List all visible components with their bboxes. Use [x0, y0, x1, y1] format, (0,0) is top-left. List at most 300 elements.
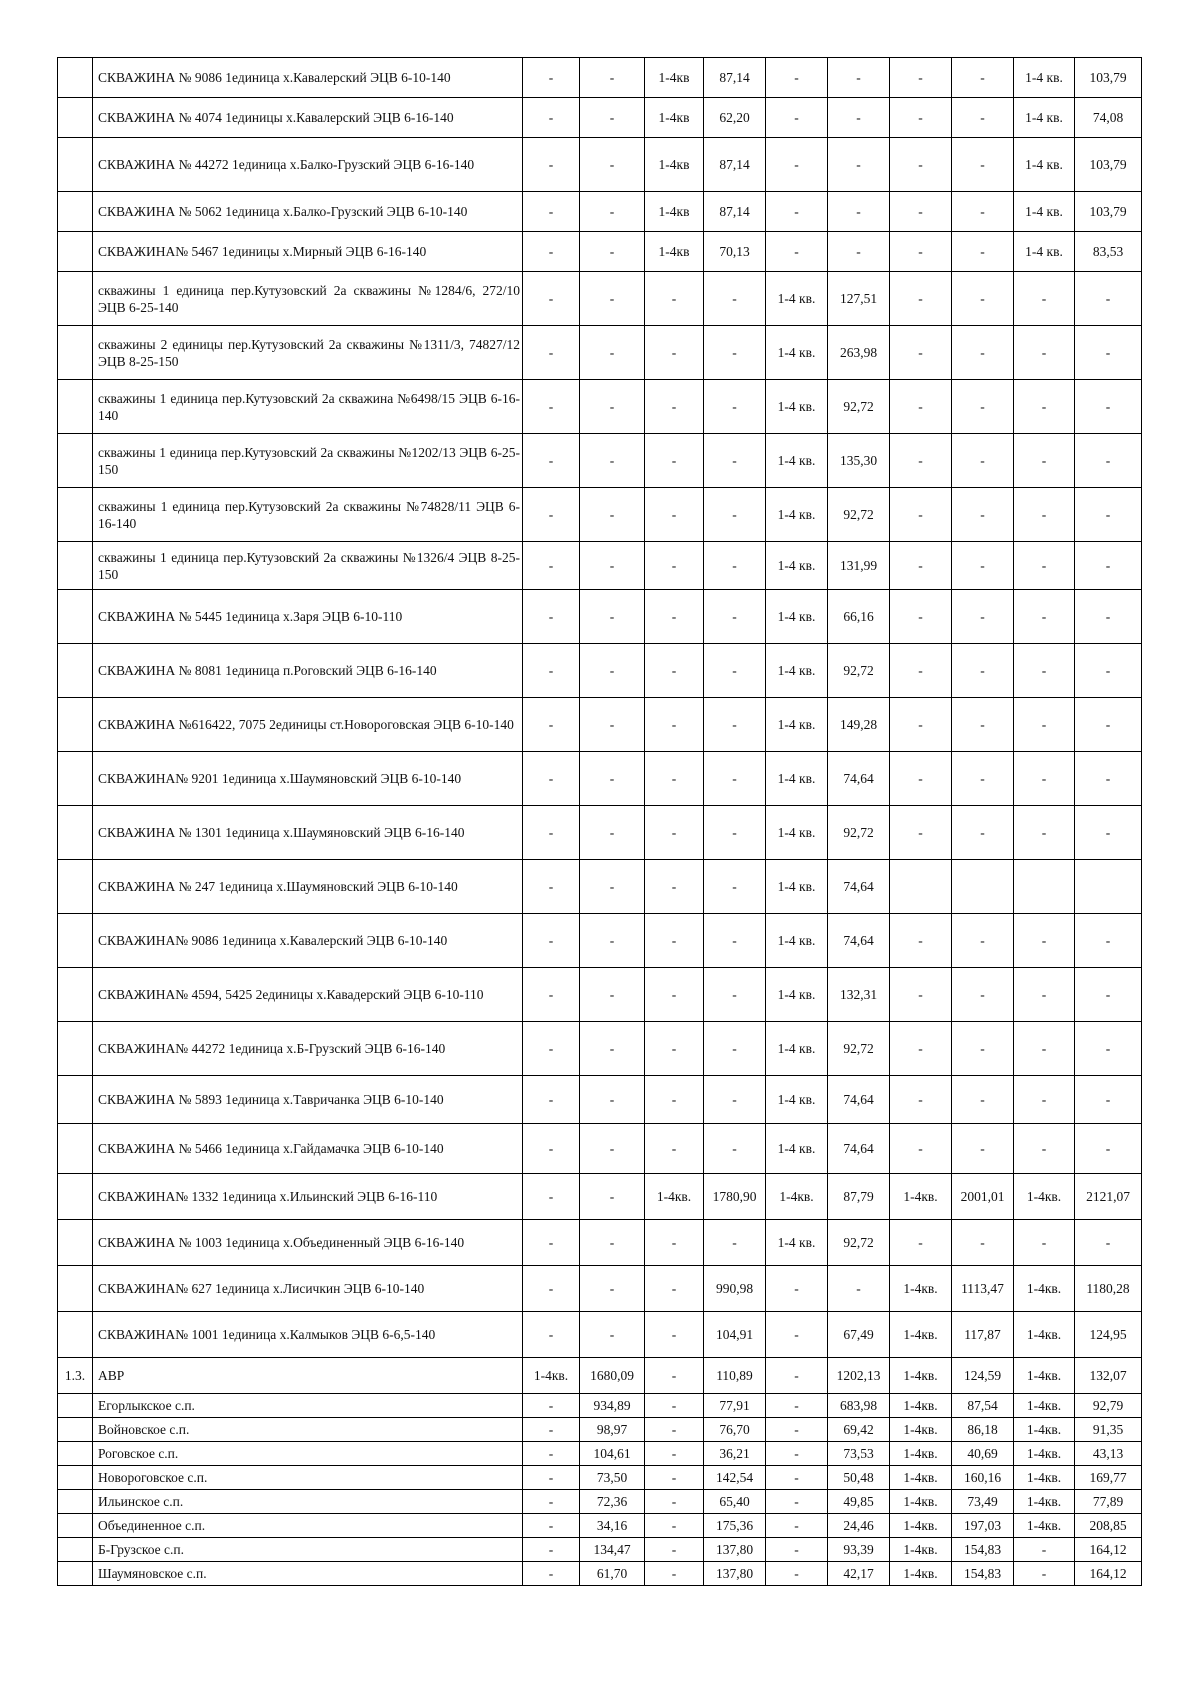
- value-cell-9: 1-4 кв.: [1014, 58, 1075, 98]
- value-cell-5: -: [766, 1562, 828, 1586]
- value-cell-7: -: [890, 1220, 952, 1266]
- row-number-cell: [58, 1562, 93, 1586]
- row-number-cell: [58, 1220, 93, 1266]
- value-cell-5: -: [766, 98, 828, 138]
- item-name-cell: СКВАЖИНА№ 4594, 5425 2единицы х.Кавадерский ЭЦВ 6-10-110: [93, 968, 523, 1022]
- value-cell-3: 1-4кв: [645, 232, 704, 272]
- value-cell-7: 1-4кв.: [890, 1490, 952, 1514]
- value-cell-4: 990,98: [704, 1266, 766, 1312]
- item-name-cell: скважины 1 единица пер.Кутузовский 2а скважина №6498/15 ЭЦВ 6-16-140: [93, 380, 523, 434]
- value-cell-2: -: [580, 380, 645, 434]
- value-cell-8: -: [952, 542, 1014, 590]
- value-cell-5: 1-4 кв.: [766, 1124, 828, 1174]
- value-cell-3: 1-4кв: [645, 138, 704, 192]
- item-name-cell: СКВАЖИНА № 8081 1единица п.Роговский ЭЦВ 6-16-140: [93, 644, 523, 698]
- value-cell-5: -: [766, 1312, 828, 1358]
- value-cell-10: -: [1075, 914, 1142, 968]
- value-cell-8: -: [952, 698, 1014, 752]
- value-cell-8: 160,16: [952, 1466, 1014, 1490]
- value-cell-3: -: [645, 1418, 704, 1442]
- table-row: [58, 1358, 1142, 1394]
- row-number-cell: [58, 1466, 93, 1490]
- table-row: [58, 1076, 1142, 1124]
- value-cell-9: -: [1014, 806, 1075, 860]
- value-cell-7: 1-4кв.: [890, 1562, 952, 1586]
- value-cell-5: -: [766, 1442, 828, 1466]
- value-cell-4: 142,54: [704, 1466, 766, 1490]
- value-cell-8: -: [952, 914, 1014, 968]
- value-cell-4: 87,14: [704, 58, 766, 98]
- value-cell-9: -: [1014, 752, 1075, 806]
- value-cell-9: -: [1014, 272, 1075, 326]
- value-cell-6: 74,64: [828, 860, 890, 914]
- value-cell-9: -: [1014, 1562, 1075, 1586]
- value-cell-5: 1-4 кв.: [766, 380, 828, 434]
- item-name-cell: АВР: [93, 1358, 523, 1394]
- value-cell-10: 164,12: [1075, 1562, 1142, 1586]
- value-cell-8: -: [952, 380, 1014, 434]
- value-cell-5: -: [766, 1358, 828, 1394]
- value-cell-4: -: [704, 434, 766, 488]
- value-cell-1: -: [523, 434, 580, 488]
- value-cell-4: 65,40: [704, 1490, 766, 1514]
- row-number-cell: [58, 488, 93, 542]
- value-cell-8: -: [952, 488, 1014, 542]
- value-cell-2: -: [580, 1124, 645, 1174]
- table-row: [58, 138, 1142, 192]
- value-cell-5: 1-4 кв.: [766, 968, 828, 1022]
- value-cell-10: -: [1075, 806, 1142, 860]
- value-cell-6: 263,98: [828, 326, 890, 380]
- value-cell-9: -: [1014, 644, 1075, 698]
- table-row: [58, 98, 1142, 138]
- value-cell-4: 87,14: [704, 192, 766, 232]
- value-cell-2: -: [580, 98, 645, 138]
- value-cell-7: -: [890, 1076, 952, 1124]
- value-cell-4: -: [704, 806, 766, 860]
- value-cell-6: 93,39: [828, 1538, 890, 1562]
- value-cell-6: 135,30: [828, 434, 890, 488]
- value-cell-4: -: [704, 542, 766, 590]
- table-row: [58, 914, 1142, 968]
- table-row: [58, 434, 1142, 488]
- value-cell-9: 1-4кв.: [1014, 1490, 1075, 1514]
- value-cell-1: -: [523, 1124, 580, 1174]
- value-cell-10: -: [1075, 434, 1142, 488]
- value-cell-9: -: [1014, 488, 1075, 542]
- value-cell-8: -: [952, 1124, 1014, 1174]
- row-number-cell: [58, 1124, 93, 1174]
- value-cell-1: -: [523, 698, 580, 752]
- value-cell-8: [952, 860, 1014, 914]
- value-cell-10: 103,79: [1075, 58, 1142, 98]
- value-cell-2: 104,61: [580, 1442, 645, 1466]
- value-cell-3: -: [645, 1076, 704, 1124]
- value-cell-1: -: [523, 914, 580, 968]
- value-cell-4: -: [704, 488, 766, 542]
- value-cell-6: -: [828, 58, 890, 98]
- value-cell-2: 34,16: [580, 1514, 645, 1538]
- table-row: [58, 1490, 1142, 1514]
- value-cell-9: -: [1014, 914, 1075, 968]
- value-cell-3: -: [645, 968, 704, 1022]
- value-cell-8: 117,87: [952, 1312, 1014, 1358]
- value-cell-7: -: [890, 806, 952, 860]
- value-cell-1: -: [523, 1466, 580, 1490]
- value-cell-1: -: [523, 1418, 580, 1442]
- value-cell-8: 154,83: [952, 1538, 1014, 1562]
- value-cell-6: 49,85: [828, 1490, 890, 1514]
- value-cell-10: -: [1075, 1076, 1142, 1124]
- value-cell-3: 1-4кв: [645, 58, 704, 98]
- value-cell-8: -: [952, 1220, 1014, 1266]
- value-cell-8: -: [952, 1076, 1014, 1124]
- value-cell-7: -: [890, 380, 952, 434]
- value-cell-8: -: [952, 1022, 1014, 1076]
- value-cell-1: -: [523, 1538, 580, 1562]
- value-cell-5: -: [766, 232, 828, 272]
- value-cell-1: -: [523, 232, 580, 272]
- value-cell-10: 92,79: [1075, 1394, 1142, 1418]
- value-cell-4: 36,21: [704, 1442, 766, 1466]
- value-cell-6: 42,17: [828, 1562, 890, 1586]
- value-cell-1: -: [523, 138, 580, 192]
- value-cell-1: -: [523, 1312, 580, 1358]
- value-cell-3: -: [645, 914, 704, 968]
- row-number-cell: [58, 914, 93, 968]
- value-cell-1: -: [523, 542, 580, 590]
- value-cell-2: 934,89: [580, 1394, 645, 1418]
- value-cell-4: -: [704, 1076, 766, 1124]
- row-number-cell: [58, 542, 93, 590]
- table-row: [58, 1466, 1142, 1490]
- item-name-cell: СКВАЖИНА № 5062 1единица х.Балко-Грузский ЭЦВ 6-10-140: [93, 192, 523, 232]
- value-cell-6: 74,64: [828, 1124, 890, 1174]
- item-name-cell: СКВАЖИНА № 1003 1единица х.Объединенный ЭЦВ 6-16-140: [93, 1220, 523, 1266]
- value-cell-5: 1-4 кв.: [766, 644, 828, 698]
- row-number-cell: [58, 590, 93, 644]
- value-cell-7: 1-4кв.: [890, 1358, 952, 1394]
- value-cell-2: -: [580, 590, 645, 644]
- value-cell-10: 103,79: [1075, 138, 1142, 192]
- value-cell-6: -: [828, 232, 890, 272]
- value-cell-9: 1-4 кв.: [1014, 98, 1075, 138]
- item-name-cell: скважины 1 единица пер.Кутузовский 2а скважины №1284/6, 272/10 ЭЦВ 6-25-140: [93, 272, 523, 326]
- value-cell-1: -: [523, 1514, 580, 1538]
- value-cell-10: 74,08: [1075, 98, 1142, 138]
- table-row: [58, 542, 1142, 590]
- value-cell-1: -: [523, 968, 580, 1022]
- item-name-cell: СКВАЖИНА№ 1332 1единица х.Ильинский ЭЦВ 6-16-110: [93, 1174, 523, 1220]
- value-cell-7: 1-4кв.: [890, 1418, 952, 1442]
- value-cell-6: 74,64: [828, 914, 890, 968]
- value-cell-10: -: [1075, 380, 1142, 434]
- value-cell-1: -: [523, 1174, 580, 1220]
- value-cell-5: 1-4 кв.: [766, 806, 828, 860]
- value-cell-8: -: [952, 590, 1014, 644]
- value-cell-8: 154,83: [952, 1562, 1014, 1586]
- value-cell-3: -: [645, 272, 704, 326]
- value-cell-6: 92,72: [828, 1220, 890, 1266]
- value-cell-4: -: [704, 1220, 766, 1266]
- value-cell-6: 92,72: [828, 806, 890, 860]
- value-cell-7: 1-4кв.: [890, 1266, 952, 1312]
- item-name-cell: Новороговское с.п.: [93, 1466, 523, 1490]
- value-cell-1: -: [523, 1394, 580, 1418]
- value-cell-9: -: [1014, 1076, 1075, 1124]
- value-cell-7: -: [890, 644, 952, 698]
- value-cell-6: 66,16: [828, 590, 890, 644]
- value-cell-6: -: [828, 192, 890, 232]
- value-cell-7: -: [890, 272, 952, 326]
- value-cell-9: 1-4 кв.: [1014, 232, 1075, 272]
- value-cell-3: 1-4кв: [645, 98, 704, 138]
- value-cell-7: -: [890, 58, 952, 98]
- value-cell-10: -: [1075, 488, 1142, 542]
- value-cell-9: -: [1014, 434, 1075, 488]
- value-cell-9: -: [1014, 590, 1075, 644]
- value-cell-10: 91,35: [1075, 1418, 1142, 1442]
- value-cell-2: -: [580, 138, 645, 192]
- document-table: [57, 57, 1142, 1586]
- value-cell-3: -: [645, 1022, 704, 1076]
- value-cell-2: -: [580, 192, 645, 232]
- value-cell-7: -: [890, 138, 952, 192]
- value-cell-9: 1-4кв.: [1014, 1312, 1075, 1358]
- table-row: [58, 326, 1142, 380]
- value-cell-6: 67,49: [828, 1312, 890, 1358]
- row-number-cell: [58, 272, 93, 326]
- value-cell-2: -: [580, 58, 645, 98]
- value-cell-1: -: [523, 1076, 580, 1124]
- value-cell-4: -: [704, 698, 766, 752]
- value-cell-4: 137,80: [704, 1538, 766, 1562]
- value-cell-4: 175,36: [704, 1514, 766, 1538]
- value-cell-7: 1-4кв.: [890, 1312, 952, 1358]
- value-cell-6: 73,53: [828, 1442, 890, 1466]
- table-row: [58, 232, 1142, 272]
- value-cell-2: -: [580, 434, 645, 488]
- row-number-cell: [58, 1490, 93, 1514]
- value-cell-9: 1-4кв.: [1014, 1394, 1075, 1418]
- value-cell-4: -: [704, 1124, 766, 1174]
- value-cell-5: 1-4 кв.: [766, 914, 828, 968]
- value-cell-10: -: [1075, 272, 1142, 326]
- item-name-cell: СКВАЖИНА №616422, 7075 2единицы ст.Новороговская ЭЦВ 6-10-140: [93, 698, 523, 752]
- row-number-cell: [58, 1418, 93, 1442]
- value-cell-1: -: [523, 644, 580, 698]
- value-cell-2: 98,97: [580, 1418, 645, 1442]
- value-cell-3: -: [645, 1562, 704, 1586]
- value-cell-10: -: [1075, 326, 1142, 380]
- value-cell-3: -: [645, 1124, 704, 1174]
- table-row: [58, 1514, 1142, 1538]
- value-cell-4: -: [704, 326, 766, 380]
- value-cell-10: 124,95: [1075, 1312, 1142, 1358]
- value-cell-2: -: [580, 272, 645, 326]
- row-number-cell: [58, 1514, 93, 1538]
- value-cell-3: -: [645, 1466, 704, 1490]
- value-cell-9: -: [1014, 1022, 1075, 1076]
- value-cell-5: 1-4 кв.: [766, 1022, 828, 1076]
- value-cell-9: -: [1014, 698, 1075, 752]
- value-cell-7: 1-4кв.: [890, 1442, 952, 1466]
- value-cell-1: -: [523, 488, 580, 542]
- row-number-cell: [58, 434, 93, 488]
- value-cell-5: 1-4 кв.: [766, 542, 828, 590]
- value-cell-5: 1-4 кв.: [766, 1076, 828, 1124]
- value-cell-9: -: [1014, 968, 1075, 1022]
- value-cell-10: -: [1075, 1220, 1142, 1266]
- value-cell-8: 87,54: [952, 1394, 1014, 1418]
- value-cell-9: 1-4кв.: [1014, 1514, 1075, 1538]
- value-cell-5: 1-4 кв.: [766, 488, 828, 542]
- row-number-cell: [58, 192, 93, 232]
- table-row: [58, 1538, 1142, 1562]
- value-cell-3: -: [645, 590, 704, 644]
- value-cell-5: -: [766, 1514, 828, 1538]
- row-number-cell: [58, 806, 93, 860]
- value-cell-1: -: [523, 752, 580, 806]
- value-cell-1: -: [523, 326, 580, 380]
- value-cell-2: -: [580, 1266, 645, 1312]
- value-cell-4: 77,91: [704, 1394, 766, 1418]
- value-cell-6: 92,72: [828, 1022, 890, 1076]
- value-cell-6: 74,64: [828, 1076, 890, 1124]
- value-cell-7: -: [890, 434, 952, 488]
- value-cell-8: -: [952, 806, 1014, 860]
- value-cell-10: -: [1075, 698, 1142, 752]
- table-row: [58, 192, 1142, 232]
- value-cell-2: -: [580, 1174, 645, 1220]
- value-cell-8: -: [952, 98, 1014, 138]
- value-cell-4: 62,20: [704, 98, 766, 138]
- value-cell-1: -: [523, 590, 580, 644]
- value-cell-1: -: [523, 1220, 580, 1266]
- row-number-cell: [58, 98, 93, 138]
- table-row: [58, 58, 1142, 98]
- item-name-cell: Войновское с.п.: [93, 1418, 523, 1442]
- value-cell-9: 1-4кв.: [1014, 1466, 1075, 1490]
- value-cell-4: -: [704, 380, 766, 434]
- row-number-cell: [58, 644, 93, 698]
- table-row: [58, 1022, 1142, 1076]
- value-cell-7: 1-4кв.: [890, 1514, 952, 1538]
- value-cell-7: [890, 860, 952, 914]
- value-cell-8: 197,03: [952, 1514, 1014, 1538]
- value-cell-4: 76,70: [704, 1418, 766, 1442]
- value-cell-7: -: [890, 542, 952, 590]
- item-name-cell: Егорлыкское с.п.: [93, 1394, 523, 1418]
- value-cell-1: -: [523, 806, 580, 860]
- value-cell-9: 1-4кв.: [1014, 1418, 1075, 1442]
- value-cell-6: 1202,13: [828, 1358, 890, 1394]
- value-cell-3: -: [645, 644, 704, 698]
- row-number-cell: [58, 326, 93, 380]
- table-row: [58, 806, 1142, 860]
- value-cell-10: 164,12: [1075, 1538, 1142, 1562]
- value-cell-3: -: [645, 752, 704, 806]
- value-cell-3: -: [645, 1358, 704, 1394]
- value-cell-2: -: [580, 914, 645, 968]
- value-cell-7: -: [890, 98, 952, 138]
- value-cell-1: -: [523, 860, 580, 914]
- value-cell-3: -: [645, 1220, 704, 1266]
- table-row: [58, 1394, 1142, 1418]
- value-cell-4: -: [704, 752, 766, 806]
- row-number-cell: [58, 232, 93, 272]
- value-cell-4: 110,89: [704, 1358, 766, 1394]
- value-cell-6: 50,48: [828, 1466, 890, 1490]
- row-number-cell: [58, 1174, 93, 1220]
- value-cell-2: -: [580, 542, 645, 590]
- value-cell-3: -: [645, 1538, 704, 1562]
- item-name-cell: СКВАЖИНА№ 5467 1единицы х.Мирный ЭЦВ 6-16-140: [93, 232, 523, 272]
- value-cell-3: 1-4кв.: [645, 1174, 704, 1220]
- value-cell-6: -: [828, 1266, 890, 1312]
- value-cell-3: -: [645, 1312, 704, 1358]
- table-row: [58, 1312, 1142, 1358]
- value-cell-7: -: [890, 488, 952, 542]
- item-name-cell: СКВАЖИНА № 44272 1единица х.Балко-Грузский ЭЦВ 6-16-140: [93, 138, 523, 192]
- value-cell-10: 103,79: [1075, 192, 1142, 232]
- item-name-cell: СКВАЖИНА № 4074 1единицы х.Кавалерский ЭЦВ 6-16-140: [93, 98, 523, 138]
- value-cell-1: -: [523, 1562, 580, 1586]
- value-cell-5: -: [766, 1490, 828, 1514]
- item-name-cell: СКВАЖИНА№ 9201 1единица х.Шаумяновский ЭЦВ 6-10-140: [93, 752, 523, 806]
- table-row: [58, 698, 1142, 752]
- value-cell-2: -: [580, 644, 645, 698]
- value-cell-1: -: [523, 58, 580, 98]
- value-cell-5: -: [766, 1418, 828, 1442]
- value-cell-4: 70,13: [704, 232, 766, 272]
- value-cell-2: 134,47: [580, 1538, 645, 1562]
- item-name-cell: СКВАЖИНА№ 1001 1единица х.Калмыков ЭЦВ 6-6,5-140: [93, 1312, 523, 1358]
- value-cell-4: -: [704, 272, 766, 326]
- value-cell-1: -: [523, 1022, 580, 1076]
- value-cell-2: -: [580, 752, 645, 806]
- table-row: [58, 968, 1142, 1022]
- value-cell-6: 683,98: [828, 1394, 890, 1418]
- value-cell-2: -: [580, 698, 645, 752]
- value-cell-5: -: [766, 58, 828, 98]
- value-cell-6: 69,42: [828, 1418, 890, 1442]
- value-cell-5: 1-4 кв.: [766, 860, 828, 914]
- value-cell-7: -: [890, 1124, 952, 1174]
- item-name-cell: Б-Грузское с.п.: [93, 1538, 523, 1562]
- value-cell-8: -: [952, 192, 1014, 232]
- value-cell-9: -: [1014, 1124, 1075, 1174]
- value-cell-6: 74,64: [828, 752, 890, 806]
- row-number-cell: [58, 380, 93, 434]
- table-row: [58, 272, 1142, 326]
- value-cell-8: 86,18: [952, 1418, 1014, 1442]
- table-body: [58, 58, 1142, 1586]
- row-number-cell: [58, 138, 93, 192]
- value-cell-9: -: [1014, 1538, 1075, 1562]
- value-cell-5: -: [766, 192, 828, 232]
- item-name-cell: СКВАЖИНА№ 627 1единица х.Лисичкин ЭЦВ 6-10-140: [93, 1266, 523, 1312]
- value-cell-3: -: [645, 434, 704, 488]
- value-cell-10: -: [1075, 644, 1142, 698]
- row-number-cell: [58, 860, 93, 914]
- value-cell-9: 1-4кв.: [1014, 1266, 1075, 1312]
- row-number-cell: [58, 752, 93, 806]
- value-cell-2: -: [580, 1220, 645, 1266]
- value-cell-7: -: [890, 698, 952, 752]
- item-name-cell: СКВАЖИНА № 247 1единица х.Шаумяновский ЭЦВ 6-10-140: [93, 860, 523, 914]
- value-cell-5: -: [766, 1266, 828, 1312]
